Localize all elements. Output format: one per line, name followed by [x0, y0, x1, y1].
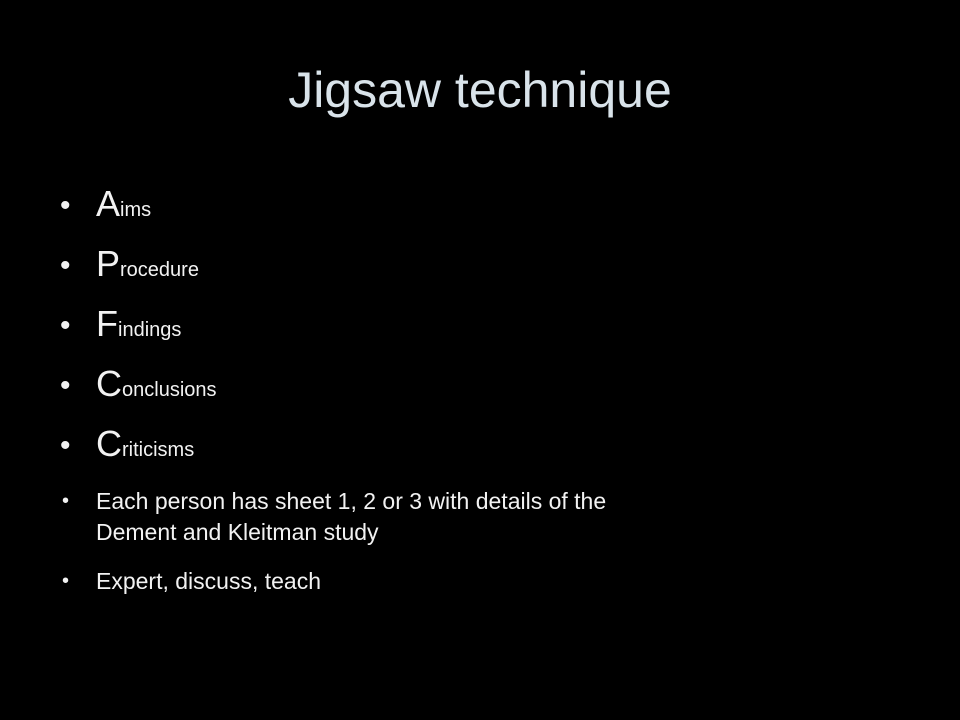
bullet-item-findings: [60, 300, 920, 360]
bullet-item-aims: [60, 180, 920, 240]
bullet-dot: •: [60, 369, 71, 402]
bullet-text-line: Each person has sheet 1, 2 or 3 with details of the: [96, 488, 607, 514]
bullet-dot: •: [60, 249, 71, 282]
bullet-dot: •: [60, 309, 71, 342]
bullet-rest: indings: [118, 319, 182, 341]
bullet-item-sheets: [60, 486, 920, 548]
bullet-dot: •: [60, 189, 71, 222]
bullet-item-procedure: [60, 240, 920, 300]
bullet-list: [60, 180, 920, 597]
bullet-rest: onclusions: [122, 379, 217, 401]
bullet-cap: P: [96, 243, 121, 284]
bullet-dot: •: [62, 570, 70, 592]
bullet-dot: •: [60, 429, 71, 462]
bullet-cap: C: [96, 363, 122, 404]
bullet-item-conclusions: [60, 360, 920, 420]
bullet-cap: A: [96, 183, 121, 224]
bullet-cap: C: [96, 423, 122, 464]
bullet-dot: •: [62, 490, 70, 512]
bullet-cap: F: [96, 303, 118, 344]
bullet-rest: rocedure: [120, 259, 199, 281]
slide-title: Jigsaw technique: [288, 62, 672, 118]
bullet-rest: ims: [120, 199, 152, 221]
bullet-item-criticisms: [60, 420, 920, 480]
bullet-text-line: Dement and Kleitman study: [96, 519, 379, 545]
bullet-item-expert: [60, 566, 920, 597]
bullet-text-line: Expert, discuss, teach: [96, 568, 321, 594]
bullet-rest: riticisms: [122, 439, 195, 461]
